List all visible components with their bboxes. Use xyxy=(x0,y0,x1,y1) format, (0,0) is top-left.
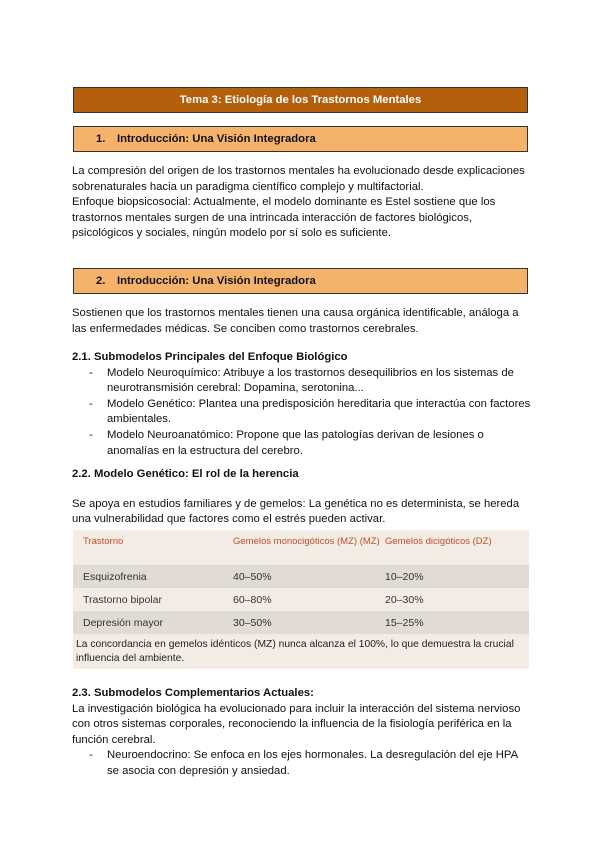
list-item: - Modelo Neuroquímico: Atribuye a los trastornos desequilibrios en los sistemas de neurotransmisión cerebral: Dopamina, serotonina... xyxy=(72,366,532,397)
section-2-body xyxy=(72,306,532,337)
list-item: - Neuroendocrino: Se enfoca en los ejes hormonales. La desregulación del eje HPA se asocia con depresión y ansiedad. xyxy=(72,748,532,779)
table-note: La concordancia en gemelos idénticos (MZ) nunca alcanza el 100%, lo que demuestra la crucial influencia del ambiente. xyxy=(76,639,514,664)
document-title: Tema 3: Etiología de los Trastornos Mentales xyxy=(73,87,528,113)
section-1-header xyxy=(73,126,528,152)
twin-concordance-table xyxy=(73,530,529,669)
paragraph: La investigación biológica ha evolucionado para incluir la interacción del sistema nervioso con otros sistemas corporales, reconociendo la influencia de la fisiología periférica en la función cerebral. xyxy=(72,702,521,746)
cell: 30–50% xyxy=(233,616,272,629)
section-number: 2. xyxy=(96,275,106,287)
subsection-2-1 xyxy=(72,350,532,459)
paragraph: Sostienen que los trastornos mentales tienen una causa orgánica identificable, análoga a las enfermedades médicas. Se conciben como trastornos cerebrales. xyxy=(72,307,519,335)
table-row xyxy=(73,588,529,611)
cell: 20–30% xyxy=(385,593,424,606)
column-header: Gemelos monocigóticos (MZ) (MZ) xyxy=(233,536,380,547)
list-item: - Modelo Genético: Plantea una predisposición hereditaria que interactúa con factores ambientales. xyxy=(72,397,532,428)
section-2-header xyxy=(73,268,528,294)
table-header xyxy=(73,530,529,565)
section-1-body xyxy=(72,164,532,242)
column-header: Trastorno xyxy=(83,536,124,547)
paragraph: Enfoque biopsicosocial: Actualmente, el modelo dominante es Estel sostiene que los trastornos mentales surgen de una intrincada interacción de factores biológicos, psicológicos y sociales, ningún modelo por sí solo es suficiente. xyxy=(72,196,496,240)
cell: 15–25% xyxy=(385,616,424,629)
list-item: - Modelo Neuroanatómico: Propone que las patologías derivan de lesiones o anomalías en la estructura del cerebro. xyxy=(72,428,532,459)
subsection-2-3 xyxy=(72,686,532,780)
column-header: Gemelos dicigóticos (DZ) xyxy=(385,536,492,547)
cell: Trastorno bipolar xyxy=(83,593,162,606)
paragraph: La compresión del origen de los trastornos mentales ha evolucionado desde explicaciones sobrenaturales hacia un paradigma científico complejo y multifactorial. xyxy=(72,165,525,193)
section-label: Introducción: Una Visión Integradora xyxy=(117,133,316,145)
table-row xyxy=(73,565,529,588)
section-label: Introducción: Una Visión Integradora xyxy=(117,275,316,287)
cell: Esquizofrenia xyxy=(83,570,147,583)
section-number: 1. xyxy=(96,133,106,145)
subsection-heading: 2.2. Modelo Genético: El rol de la herencia xyxy=(72,468,299,480)
cell: 10–20% xyxy=(385,570,424,583)
table-row xyxy=(73,611,529,634)
subsection-heading: 2.1. Submodelos Principales del Enfoque Biológico xyxy=(72,351,348,363)
cell: Depresión mayor xyxy=(83,616,163,629)
cell: 40–50% xyxy=(233,570,272,583)
cell: 60–80% xyxy=(233,593,272,606)
paragraph: Se apoya en estudios familiares y de gemelos: La genética no es determinista, se hereda una vulnerabilidad que factores como el estrés pueden activar. xyxy=(72,497,520,526)
subsection-heading: 2.3. Submodelos Complementarios Actuales: xyxy=(72,687,314,699)
subsection-2-2 xyxy=(72,467,532,528)
